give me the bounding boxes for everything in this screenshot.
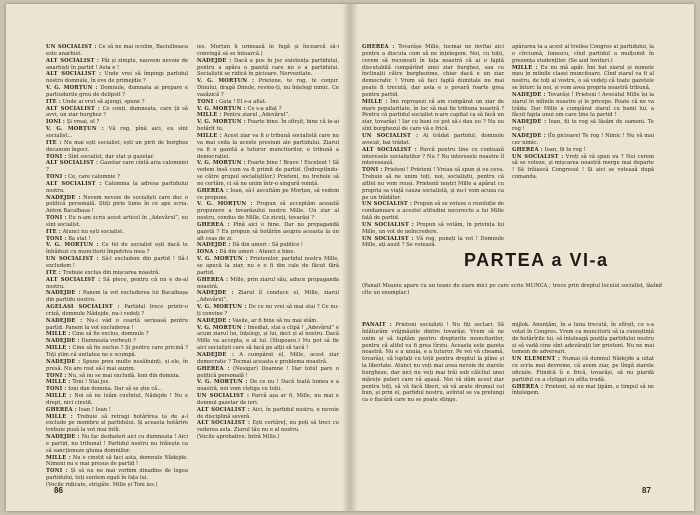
dialogue-text: Numai că domnul Nădejde a uitat ce scria mai devreme, că avem ziar, pe lîngă ziarele oficiale. Fiindcă îi e frică, tovarăși, să nu piardă partidul ce a cîștigat cu atîta trudă. [512, 356, 654, 383]
dialogue-line [46, 318, 188, 332]
dialogue-line [197, 119, 339, 133]
dialogue-line [197, 420, 339, 434]
speaker-name: ITE : [46, 139, 62, 146]
speaker-name: MILLE : [197, 132, 222, 139]
dialogue-line [362, 167, 504, 201]
speaker-name: ALT SOCIALIST : [46, 180, 102, 187]
speaker-name: V. G. MORȚUN : [197, 78, 255, 85]
speaker-name: NADEJDE : [197, 317, 231, 324]
dialogue-text: Nu mai ești socialist, ești un pirit de burghez decanum îngoci. [46, 139, 189, 153]
dialogue-line [46, 270, 188, 277]
dialogue-line [197, 58, 339, 79]
dialogue-text: (În picioare) Te rog ! Nimic ! Nu vă mai cer nimic. [512, 132, 654, 146]
dialogue-text: Propun să se voteze o rezoluție de condamnare a acestei atitudini necorecte a lui Mille față de partid. [362, 201, 505, 222]
dialogue-line [197, 160, 339, 187]
dialogue-line [362, 147, 504, 168]
dialogue-line [197, 188, 339, 202]
speaker-name: UN SOCIALIST : [362, 132, 419, 139]
dialogue-text: Ești certăreț, nu poți să treci cu vederea asta. Ziarul tău nu e al nostru. [197, 420, 339, 434]
dialogue-line [46, 44, 188, 58]
dialogue-line [512, 356, 654, 383]
speaker-name: MILLE : [46, 413, 73, 420]
dialogue-text: Prietenilor, partidul nostru Mille, se apucă la ziar, nu e o fi din cale de făcut fără partid. [197, 256, 339, 276]
dialogue-line [46, 468, 188, 482]
speaker-name: ALT SOCIALIST : [46, 160, 99, 167]
dialogue-text: Ziarul îl conduce el, Mille, ziarul „Adevărul”. [197, 290, 339, 304]
dialogue-text: Ioan ! Ioan ! [78, 406, 111, 413]
dialogue-line [197, 249, 339, 256]
dialogue-text: Mille, prin ziarul său, aduce propaganda noastră. [197, 276, 339, 290]
speaker-name: NADEJDE : [512, 119, 547, 126]
speaker-name: TONI : [46, 215, 67, 222]
speaker-name: ITE : [46, 228, 61, 235]
dialogue-line [512, 133, 654, 147]
book-spread [6, 4, 694, 511]
speaker-name: MILLE : [46, 393, 72, 400]
speaker-name: V. G. MORȚUN : [197, 304, 247, 311]
dialogue-line [46, 215, 188, 229]
dialogue-text: Ce fel de socialist ești dacă te înhăitezi cu muncitorii împotriva mea ? [46, 242, 188, 256]
dialogue-line [197, 379, 339, 393]
speaker-name: UN ELEMENT : [512, 356, 561, 363]
dialogue-line [197, 277, 339, 291]
dialogue-line [362, 236, 504, 250]
dialogue-text: Ioan, fii te rog să lăsăm de oameni. Te rog ! [512, 119, 654, 133]
speaker-name: V. G. MORȚUN : [197, 324, 246, 331]
dialogue-text: Tovarășe Mille, tocmai ne invitai aici pentru a discuta cum să ne înțelegem. Noi, cu toții, cerem să recunoști în fața noastră că ai o faptă discutabilă cumpărînd unei ziar burghez, sau cu înclinații către burghezime, chiar dacă e un ziar democratic ! Vrem să faci faptă dumitale nu mai poate fi trecută, dar asta e o povară foarte grea pentru partid. [362, 44, 504, 98]
speaker-name: UN SOCIALIST : [46, 44, 97, 50]
speaker-name: TONI : [197, 98, 218, 105]
dialogue-line [197, 366, 339, 380]
speaker-name: IONA : [197, 249, 218, 256]
dialogue-line [46, 345, 188, 359]
dialogue-text: Eu nu mă apăr. Îmi bat ziarul și numele meu în mîinile clasei muncitoare. Cînd ziarul va fi al nostru, de toți al vostru, o să vedeți că toate gazetele se întorc la noi, și vom avea propria noastră tribună. [512, 64, 654, 92]
dialogue-line [46, 58, 188, 72]
speaker-name: ALT SOCIALIST : [46, 71, 102, 78]
speaker-name: TONI : [46, 372, 67, 379]
dialogue-text: Imediat, stai o clipă ! „Adevărul” e acum ziarul lui, înțelegi, și lui, deci și al nostru. Dacă Mille va accepta, e al lui. (Stupoare.) Nu pot să fie aici socialiști care să facă pe alții să tacă ! [197, 324, 339, 352]
dialogue-line [46, 393, 188, 407]
dialogue-line [46, 482, 188, 489]
dialogue-text: Nu, să nu se mai excludă. Ioni din domnia. [68, 372, 181, 379]
dialogue-line [46, 99, 188, 106]
dialogue-text: Gazetar care cîntă aria calomniei ? [46, 160, 188, 174]
speaker-name: V. G. MORȚUN : [197, 201, 253, 208]
speaker-name: TONI : [46, 174, 67, 181]
dialogue-line [512, 322, 654, 356]
dialogue-line [362, 44, 504, 99]
speaker-name: V. G. MORȚUN : [197, 256, 248, 263]
dialogue-text: Tovarăși ! Prieteni ! Avocatul Mille își ia ziarul în mîinile noastre și le pricepe. Poate că ne va trăda. Dar Mille a cumpărat ziarul cu banii lui, a făcut fapta unui om care ține la partid ! [512, 91, 654, 119]
dialogue-text: Ce s-a aflat ? [247, 105, 282, 112]
dialogue-text: Prieteni, să nu mai țipăm, e timpul să ne înțelegem. [512, 383, 654, 397]
speaker-name: GHEREA : [46, 406, 77, 413]
speaker-name: GHEREA : [512, 383, 544, 390]
speaker-name: NADEJDE : [197, 351, 235, 358]
dialogue-text: mijlok. Anunțăm, în a luna trecută, în sfîrșit, ce s-a votat în Congres. Vrem ca muncitorii să ia cunoștință de hotărîrile lui, să înțeleagă poziția partidului nostru și să vadă cine sînt adevărații lor prieteni. Nu ne mai temem de adversari. [512, 322, 654, 356]
speaker-name: NADEJDE : [197, 242, 231, 249]
dialogue-line [197, 290, 339, 304]
dialogue-text: Nu fac dezbateri aici cu dumneata ! Aici e partid, nu tribunal ! Partidul nostru nu trăiește ca să sancționeze gluma domniilor. [46, 434, 188, 454]
dialogue-text: Sînt socialist, dar stat și gazetar. [68, 153, 155, 160]
dialogue-text: Domnule, dumnata ai prepare e partiudurile greu de delipsit ? [46, 85, 188, 98]
speaker-name: NADEJDE : [46, 434, 80, 441]
dialogue-text: Ioan, să-l ascultăm pe Morțun, să vedem ce propune. [197, 187, 339, 201]
dialogue-line [197, 352, 339, 366]
speaker-name: GHEREA : [197, 276, 229, 283]
dialogue-text: Cine să fie exclus ? Și pentru care pricină ? Toți știm că unitatea ne e scumpă. [46, 345, 189, 358]
speaker-name: V. G. MORȚUN : [197, 119, 246, 126]
speaker-name: UN SOCIALIST : [362, 235, 414, 242]
speaker-name: NADEJDE : [46, 358, 81, 365]
right-page-column-4 [512, 322, 654, 464]
dialogue-line [362, 201, 504, 222]
dialogue-text: De ce nu ! Dacă toată lumea e a noastră, noi vom cîștiga cu toții. [197, 379, 339, 393]
dialogue-text: Foarte bine. În sfîrșit, bine că te-ai hotărît tu. [197, 119, 339, 133]
speaker-name: MILLE : [362, 98, 388, 105]
dialogue-line [512, 154, 654, 181]
speaker-name: NADEJDE : [197, 290, 234, 297]
left-page-column-1 [46, 44, 189, 488]
dialogue-text: Cine să fie exclus, domnule ? [72, 331, 149, 338]
speaker-name: GHEREA : [197, 365, 230, 372]
part-title: PARTEA a VI-a [464, 250, 609, 270]
dialogue-text: Foarte bine ! Bravo ! Excelent ! Să vedem însă cum va fi primit de partid. (Îndreptîndu-se către grupul socialiștilor.) Prieteni, nu trebuie să ne certăm, ci să ne unim într-o singură voință. [197, 160, 339, 187]
dialogue-line [197, 201, 339, 222]
speaker-name: MILLE : [197, 112, 222, 119]
dialogue-text: Partidul trece printr-o criză, domnule Nădejde, nu-i vedeți ? [46, 304, 189, 317]
dialogue-line [46, 434, 188, 455]
dialogue-line [46, 140, 188, 154]
dialogue-text: Vasile, ar fi bine să nu mai stăm. [232, 317, 318, 324]
dialogue-line [362, 222, 504, 236]
speaker-name: NADEJDE : [512, 132, 546, 139]
speaker-name: NADEJDE : [46, 290, 81, 297]
speaker-name: GHEREA : [197, 221, 230, 228]
dialogue-line [46, 181, 188, 195]
left-page-column-2 [197, 44, 339, 464]
dialogue-text: Eu n-am scris acest articol în „Adevărul”, eu sînt socialist. [46, 215, 188, 228]
dialogue-line [197, 304, 339, 318]
dialogue-text: apărarea ta a acest al treilea Congres al partidului, la o cîrciumă, Ionescu, cînd partidul a mulțumit în prezența studenților. (Se aud lovituri.) [512, 44, 654, 64]
dialogue-text: Ioan, fii te rog ! [544, 146, 586, 153]
right-page-column-2 [512, 44, 654, 194]
speaker-name: MILLE : [46, 454, 71, 461]
dialogue-text: Ba stat ! [68, 235, 91, 242]
dialogue-text: Dumneata vorbești ? [81, 338, 136, 345]
dialogue-line [46, 106, 188, 120]
speaker-name: UN SOCIALIST : [46, 256, 99, 263]
dialogue-text: Dă din umeri : Să publice ! [232, 242, 304, 249]
speaker-name: ALT SOCIALIST : [197, 406, 251, 413]
dialogue-text: Propun să votăm, în privința lui Mille, un vot de neîncredere. [362, 221, 505, 235]
dialogue-text: Pînă aici e bine. Dar nu propagandă gazetă ? Eu propun să hotărîm asupra aceasta la un alt ceas de zi. [197, 221, 339, 242]
dialogue-text: Păi și zimplu, nauvem nevoie de anarhiști în partid ! Asta e ! [46, 57, 188, 71]
dialogue-text: Ce, care calomnie ? [68, 174, 120, 181]
speaker-name: UN SOCIALIST : [512, 153, 564, 160]
speaker-name: V. G. MORȚUN : [197, 160, 246, 167]
dialogue-line [197, 222, 339, 243]
dialogue-text: Ce conți, dumneata, care ții să avvi, un ziar burghez ? [46, 105, 188, 119]
dialogue-line [46, 331, 188, 338]
dialogue-line [362, 322, 504, 404]
dialogue-line [46, 242, 188, 256]
speaker-name: UN SOCIALIST : [197, 393, 250, 400]
dialogue-text: Nu-i văd o ceartă serioasă pentru partid. Panem la vot excluderea ! [46, 317, 188, 331]
speaker-name: UN SOCIALIST : [362, 221, 414, 228]
dialogue-line [46, 414, 188, 435]
speaker-name: V. G. MORȚUN : [46, 126, 104, 133]
dialogue-text: Acest ziar va fi o tribună socialistă care nu va mai ceda la aceste presiuni ale partidului. Ziarul va fi o gazetă a tuturor muncitorilor, o tribună a democrației. [197, 132, 339, 160]
speaker-name: V. G. MORȚUN : [46, 85, 98, 92]
dialogue-line [46, 174, 188, 181]
dialogue-text: Dacă a pus în joc existența partidului, pentru a apăra o gazetă care nu e a partidului. Socialiștii se ridică în picioare. Nervozitate. [197, 57, 339, 78]
speaker-name: V. G. MORȚUN : [197, 379, 248, 386]
dialogue-text: (Nesigur) Doamne ! Dar totul pare o politică personală ! [197, 365, 339, 379]
speaker-name: ALT SOCIALIST : [197, 420, 251, 427]
dialogue-text: Îmi reproșezi că am cumpărat un ziar de mare popularitate, în loc să mai fie tribuna noastră ? Pentru că partidul socialist n-are capital ca să facă un ziar, tovarăși ! Iar cu bani ce pot să-i dau eu ? Nu eu sînt burghezul de care vă e frică. [362, 98, 504, 133]
dialogue-line [197, 133, 339, 160]
dialogue-line [512, 44, 654, 65]
dialogue-text: Unde ai vrut să ajungi, spune ? [62, 98, 145, 105]
right-page-number: 87 [642, 486, 651, 495]
dialogue-text: Prieteni socialiști ! Nu fiți sectari. Să înlăturăm vrăjmășiile dintre tovarăși. Vrem să ne unim și să luptăm pentru drepturile muncitorilor, pentru că altfel va fi prea tîrziu. Aceasta este gazeta noastră. Nu e a unuia, e a tuturor. Pe voi vă cheamă, tovarăși, să luptați cu toții pentru dreptul la pîine și la libertate. Atunci nu veți mai avea nevoie de ziarele burgheze, dar nici nu veți mai trăi sub călcîiul unei mărețe puteri care vă apasă. Noi vă dăm acest ziar pentru toți, să vă facă liberi, să vă arate drumul cel bun, și prin el, partidul nostru, avîntul se va prelungi ca o flacără care nu se poate stinge. [362, 322, 504, 404]
speaker-name: TONI : [46, 468, 68, 475]
dialogue-text: Vă rog, pînă aici, eu sînt socialist... [46, 126, 188, 139]
dialogue-line [197, 78, 339, 99]
dialogue-text: (Vocile ridicate, strigăte. Mille și Toni ies.) [46, 482, 158, 488]
speaker-name: UN SOCIALIST : [362, 201, 413, 208]
dialogue-text: Pentru ziarul „Adevărul”. [223, 112, 290, 119]
dialogue-text: Parcă pentru tine ce contează interesele socialiștilor ? Nu ? Nu interesele noastre îl interesează. [362, 146, 504, 167]
dialogue-line [197, 99, 339, 106]
dialogue-text: Unde vrei să împingi partidul nostru domnule, în eve de primejdie ? [46, 71, 188, 85]
speaker-name: ALT SOCIALIST : [46, 57, 100, 64]
dialogue-line [197, 318, 339, 325]
speaker-name: NADEJDE : [46, 194, 81, 201]
dialogue-text: Nu e cinstit să faci asta, domnule Nădejde. Nimeni nu e mai presus de partid ! [46, 454, 188, 468]
dialogue-line [46, 229, 188, 236]
dialogue-line [512, 92, 654, 119]
speaker-name: TONI : [46, 386, 67, 393]
speaker-name: TONI : [46, 235, 67, 242]
dialogue-text: Și să nu ne mai vorbim dinadins de legea partidului, toți suntem egali în fața lui. [46, 468, 189, 482]
dialogue-line [46, 386, 188, 393]
dialogue-text: Parcă așa ar fi, Mille, nu mai e domnul gazetar de ieri. [197, 393, 339, 406]
speaker-name: NADEJDE : [46, 317, 83, 324]
book-gutter-shadow [342, 4, 358, 511]
speaker-name: V. G. MORȚUN : [46, 242, 99, 249]
dialogue-line [46, 290, 188, 304]
speaker-name: MILLE : [512, 64, 538, 71]
dialogue-text: Spune preu multe nesăbuinți, și ele, în presă. Nu are rost să-l mai auzim. [46, 358, 188, 372]
dialogue-text: Dă din umeri : Atunci e bine. [219, 249, 296, 256]
dialogue-text: Să-l excludem din partid ! Să-l excludem ! [46, 256, 189, 269]
dialogue-line [362, 99, 504, 133]
speaker-name: NADEJDE : [512, 91, 546, 98]
dialogue-text: Trebuie exclus din mișcarea noastră. [62, 269, 160, 276]
speaker-name: TONI : [46, 153, 67, 160]
dialogue-text: Prietene, te rog, te conjur. Dinului, dragă Dinule, revino-ți, nu înțelegi nimic. Ce vasăzică ? [197, 78, 339, 98]
speaker-name: ITE : [46, 98, 61, 105]
dialogue-text: Calomnia la adresa partidului nostru. [46, 180, 188, 194]
dialogue-line [46, 160, 188, 174]
dialogue-line [362, 133, 504, 147]
dialogue-text: Ce să ne mai ocolim, Baciulboaca este anarhist. [46, 44, 188, 57]
dialogue-text: A cumpărat el, Mille, acest ziar democratic ? Tocmai aceasta e problema noastră. [197, 351, 339, 365]
speaker-name: GHEREA : [512, 146, 543, 153]
speaker-name: ITE : [46, 269, 61, 276]
right-page [350, 4, 694, 511]
dialogue-text: Atunci nu ești socialist. [62, 228, 124, 235]
dialogue-text: Toni ! Stai jos. [72, 379, 110, 386]
dialogue-line [46, 126, 188, 140]
speaker-name: GHEREA : [362, 44, 395, 50]
dialogue-line [46, 359, 188, 373]
dialogue-line [46, 85, 188, 99]
dialogue-line [512, 384, 654, 398]
speaker-name: NADEJDE : [197, 57, 232, 64]
dialogue-text: Să plece, pentru că nu e de-al nostru. [46, 276, 188, 290]
dialogue-line [46, 195, 188, 216]
speaker-name: AGELASI SOCIALIST : [46, 304, 120, 311]
speaker-name: TONI : [362, 167, 383, 174]
left-page-number: 86 [54, 486, 63, 495]
dialogue-line [197, 393, 339, 407]
dialogue-line [46, 407, 188, 414]
dialogue-text: Vreți să vă spun eu ? Noi cerem să se voteze, și mișcarea noastră merge mai departe ! Să trăiască Congresul ! Și aici se votează după comanda. [512, 153, 655, 181]
speaker-name: ALT SOCIALIST : [46, 276, 101, 283]
dialogue-line [512, 119, 654, 133]
speaker-name: MILLE : [46, 345, 71, 352]
right-page-column-1 [362, 44, 505, 249]
dialogue-line [46, 256, 188, 270]
dialogue-text: (Vocile aprobative. Intră Mille.) [197, 434, 280, 441]
dialogue-text: Prieteni ! Prieteni ! Vreau să spun și eu ceva. Trebuie să ne unim toți, noi, socialiștii, pentru că altfel nu vom reuși. Prietenii noștri Mille a apărat cu propria sa viață cauza socialistă, și nu-l vom acuza ca pe un trădător. [362, 167, 505, 201]
dialogue-text: Nevem nevoie de socialiști care duc o politică personală. Știți pirie lume în ce ape scria. Anton Bacalbașa ! [46, 194, 188, 215]
dialogue-line [512, 147, 654, 154]
dialogue-text: Ioni dan domnia. Dar să se știe că... [68, 386, 163, 393]
speaker-name: NADEJDE : [46, 338, 80, 345]
dialogue-line [197, 407, 339, 421]
dialogue-line [46, 373, 188, 380]
dialogue-text: Trebuie să retragi hotărîrea ta de a-l exclude pe membru al partidului. Și aceasta hotărîre trebuie pusă la vot mai întîi. [46, 413, 188, 434]
left-page [6, 4, 350, 511]
dialogue-text: De ce nu vrei să mai stai ? Ce nu-ți convine ? [197, 304, 339, 317]
dialogue-text: Propun să acceptăm această propunere a tovarășului nostru Mille. Un ziar al nostru, condus de Mille. Ce ziceți, tovarăși ? [197, 201, 339, 222]
dialogue-text: Și vreai, el ? [66, 119, 100, 126]
dialogue-line [46, 455, 188, 469]
speaker-name: IONI : [46, 119, 66, 126]
dialogue-text: Vă rog, puneți la vot ! Domnule Mille, ați auzit ? Se votează. [362, 235, 504, 249]
dialogue-text: Panem la vot excluderea lui Bacalbașa din partidu nostru. [46, 290, 189, 304]
speaker-name: GHEREA : [197, 187, 229, 194]
speaker-name: PANAIT : [362, 322, 392, 328]
speaker-name: ALT SOCIALIST : [362, 146, 417, 153]
dialogue-line [197, 256, 339, 277]
dialogue-text: Ai trădat partidul, domnule avocat, bai trădat. [362, 132, 505, 146]
dialogue-line [197, 44, 339, 58]
dialogue-text: Gata ! El s-a aflat. [219, 98, 267, 105]
speaker-name: MILLE : [46, 379, 71, 386]
dialogue-text: Aici, în partidul nostru, e nevoie de disciplină severă. [197, 406, 339, 420]
dialogue-text: Noi să ne luăm cuvîntul, Nădejde ! Nu e drept, nici cinstit. [46, 393, 188, 406]
dialogue-line [197, 434, 339, 441]
speaker-name: MILLE : [46, 331, 71, 338]
dialogue-line [46, 71, 188, 85]
dialogue-line [46, 277, 188, 291]
dialogue-line [197, 325, 339, 352]
stage-direction: (Panait Mușoiu apare cu un teanc de ziare mici pe care scrie MUNCA ; trece prin dreptul locului socialist, lăsînd cîte un exemplar.) [362, 283, 662, 296]
dialogue-line [512, 65, 654, 92]
right-page-column-3 [362, 322, 504, 464]
speaker-name: V. G. MORȚUN : [197, 105, 246, 112]
speaker-name: ALT SOCIALIST : [46, 105, 101, 112]
dialogue-line [46, 304, 188, 318]
dialogue-text: ies. Morțun îi urmează în fugă și încearcă să-i convingă să se întoarcă.) [197, 44, 339, 57]
